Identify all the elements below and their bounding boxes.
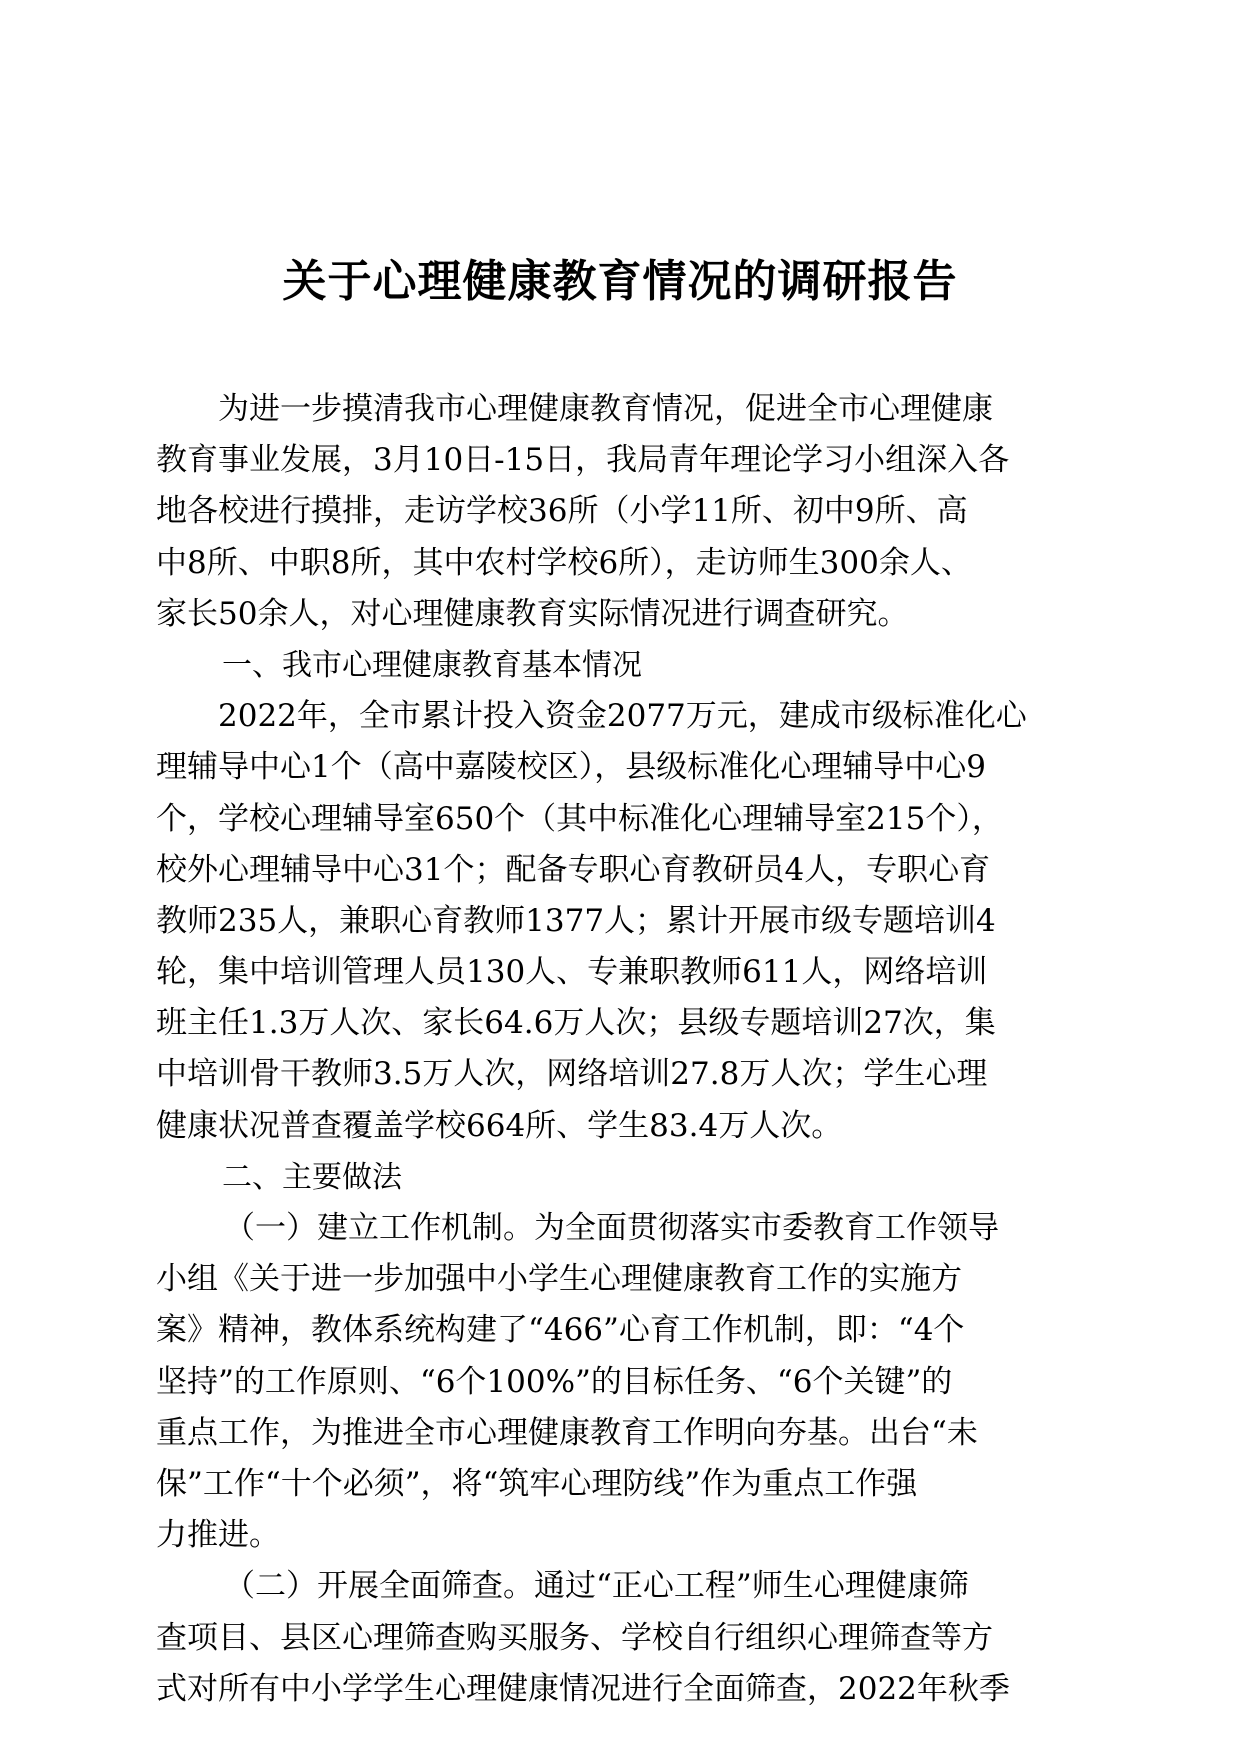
paragraph-line: 个，学校心理辅导室650个（其中标准化心理辅导室215个）， xyxy=(156,800,1003,837)
paragraph-line: 保”工作“十个必须”，将“筑牢心理防线”作为重点工作强 xyxy=(156,1465,918,1502)
paragraph-line: 坚持”的工作原则、“6个100%”的目标任务、“6个关键”的 xyxy=(156,1363,953,1400)
paragraph-line: 式对所有中小学学生心理健康情况进行全面筛查，2022年秋季 xyxy=(156,1670,1010,1707)
paragraph-line: 中8所、中职8所，其中农村学校6所），走访师生300余人、 xyxy=(156,544,972,581)
document-body xyxy=(156,384,1086,1715)
section-heading: 二、主要做法 xyxy=(222,1159,402,1195)
paragraph-line: 轮，集中培训管理人员130人、专兼职教师611人，网络培训 xyxy=(156,954,988,991)
paragraph-line: 小组《关于进一步加强中小学生心理健康教育工作的实施方 xyxy=(156,1261,962,1298)
paragraph-line: 力推进。 xyxy=(156,1517,280,1554)
document-title: 关于心理健康教育情况的调研报告 xyxy=(282,256,958,307)
paragraph-line: 重点工作，为推进全市心理健康教育工作明向夯基。出台“未 xyxy=(156,1414,978,1451)
paragraph-line: 地各校进行摸排，走访学校36所（小学11所、初中9所、高 xyxy=(156,493,968,530)
paragraph-line: 中培训骨干教师3.5万人次，网络培训27.8万人次；学生心理 xyxy=(156,1056,988,1093)
paragraph-line: 案》精神，教体系统构建了“466”心育工作机制，即：“4个 xyxy=(156,1312,965,1349)
paragraph-line: 理辅导中心1个（高中嘉陵校区），县级标准化心理辅导中心9 xyxy=(156,749,986,786)
paragraph-line: 教师235人，兼职心育教师1377人；累计开展市级专题培训4 xyxy=(156,902,996,939)
paragraph-line: 为进一步摸清我市心理健康教育情况，促进全市心理健康 xyxy=(218,391,993,427)
paragraph-line: 班主任1.3万人次、家长64.6万人次；县级专题培训27次，集 xyxy=(156,1005,996,1042)
paragraph-line: 家长50余人，对心理健康教育实际情况进行调查研究。 xyxy=(156,595,909,632)
paragraph-line: 健康状况普查覆盖学校664所、学生83.4万人次。 xyxy=(156,1107,843,1144)
section-heading: 一、我市心理健康教育基本情况 xyxy=(222,647,642,683)
paragraph-line: 校外心理辅导中心31个；配备专职心育教研员4人，专职心育 xyxy=(156,851,991,888)
paragraph-line: 2022年，全市累计投入资金2077万元，建成市级标准化心 xyxy=(218,698,1027,735)
paragraph-line: （二）开展全面筛查。通过“正心工程”师生心理健康筛 xyxy=(224,1568,969,1605)
paragraph-line: 查项目、县区心理筛查购买服务、学校自行组织心理筛查等方 xyxy=(156,1619,993,1656)
paragraph-line: 教育事业发展，3月10日-15日，我局青年理论学习小组深入各 xyxy=(156,442,1010,479)
paragraph-line: （一）建立工作机制。为全面贯彻落实市委教育工作领导 xyxy=(224,1210,999,1246)
